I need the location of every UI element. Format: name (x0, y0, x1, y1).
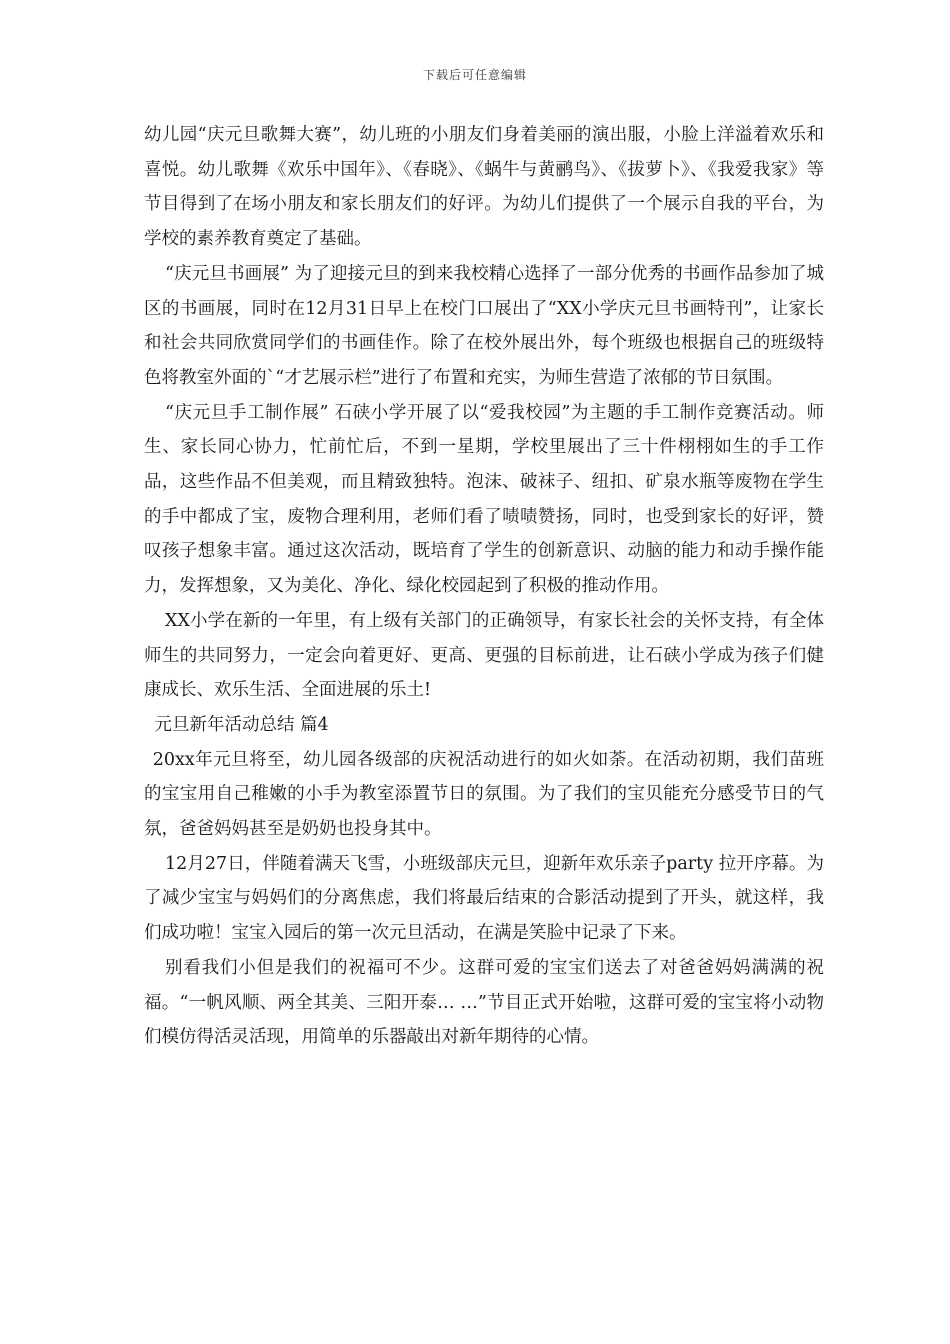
paragraph-calligraphy-exhibition: “庆元旦书画展” 为了迎接元旦的到来我校精心选择了一部分优秀的书画作品参加了城区的书画展，同时在12月31日早上在校门口展出了“XX小学庆元旦书画特刊”，让家长和社会共同欣赏同学们的书画佳作。除了在校外展出外，每个班级也根据自己的班级特色将教室外面的`“才艺展示栏”进行了布置和充实，为师生营造了浓郁的节日氛围。 (144, 263, 824, 388)
paragraph-kindergarten-celebration: 20xx年元旦将至，幼儿园各级部的庆祝活动进行的如火如荼。在活动初期，我们苗班的宝宝用自己稚嫩的小手为教室添置节日的氛围。为了我们的宝贝能充分感受节日的气氛，爸爸妈妈甚至是奶奶也投身其中。 (144, 749, 824, 840)
paragraph-parent-child-party: 12月27日，伴随着满天飞雪，小班级部庆元旦，迎新年欢乐亲子party 拉开序幕。为了减少宝宝与妈妈们的分离焦虑，我们将最后结束的合影活动提到了开头，就这样，我们成功啦！宝宝入园后的第一次元旦活动，在满是笑脸中记录了下来。 (144, 853, 824, 944)
paragraph-school-outlook: XX小学在新的一年里，有上级有关部门的正确领导，有家长社会的关怀支持，有全体师生的共同努力，一定会向着更好、更高、更强的目标前进，让石硖小学成为孩子们健康成长、欢乐生活、全面进展的乐土! (144, 610, 824, 701)
paragraph-dance-contest: 幼儿园“庆元旦歌舞大赛”，幼儿班的小朋友们身着美丽的演出服，小脸上洋溢着欢乐和喜悦。幼儿歌舞《欢乐中国年》、《春晓》、《蜗牛与黄鹂鸟》、《拔萝卜》、《我爱我家》等节目得到了在场小朋友和家长朋友们的好评。为幼儿们提供了一个展示自我的平台，为学校的素养教育奠定了基础。 (144, 125, 824, 250)
section-heading: 元旦新年活动总结 篇4 (154, 714, 329, 735)
paragraph-blessings: 别看我们小但是我们的祝福可不少。这群可爱的宝宝们送去了对爸爸妈妈满满的祝福。“一帆风顺、两全其美、三阳开泰… …”节目正式开始啦，这群可爱的宝宝将小动物们模仿得活灵活现，用简单的乐器敲出对新年期待的心情。 (144, 957, 824, 1048)
paragraph-handcraft-exhibition: “庆元旦手工制作展” 石硖小学开展了以“爱我校园”为主题的手工制作竞赛活动。师生、家长同心协力，忙前忙后，不到一星期，学校里展出了三十件栩栩如生的手工作品，这些作品不但美观，而且精致独特。泡沫、破袜子、纽扣、矿泉水瓶等废物在学生的手中都成了宝，废物合理利用，老师们看了啧啧赞扬，同时，也受到家长的好评，赞叹孩子想象丰富。通过这次活动，既培育了学生的创新意识、动脑的能力和动手操作能力，发挥想象，又为美化、净化、绿化校园起到了积极的推动作用。 (144, 402, 824, 597)
header-note: 下载后可任意编辑 (422, 68, 527, 82)
document-body (144, 118, 824, 1055)
